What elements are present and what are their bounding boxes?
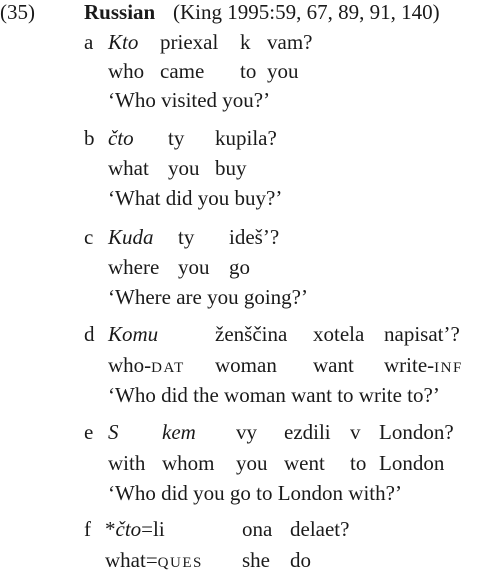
gloss-word: where (108, 255, 160, 279)
gloss-word: with (108, 451, 146, 475)
source-word: ty (168, 126, 185, 150)
gloss-word: want (313, 353, 354, 377)
free-translation: ‘Who visited you?’ (108, 88, 271, 112)
free-translation: ‘Who did the woman want to write to?’ (108, 383, 440, 407)
free-translation: ‘Who did you go to London with?’ (108, 481, 402, 505)
source-word: S (108, 420, 119, 444)
source-word: delaet? (290, 517, 350, 541)
example-number: (35) (0, 0, 35, 24)
source-word: ženščina (215, 322, 288, 346)
source-word: ona (242, 517, 273, 541)
source-word: v (350, 420, 361, 444)
language-name: Russian (84, 0, 156, 24)
gloss-word: woman (215, 353, 277, 377)
ungrammatical-star: * (105, 517, 116, 541)
citation: (King 1995:59, 67, 89, 91, 140) (173, 0, 440, 24)
source-word: napisat’? (384, 322, 460, 346)
gloss-word: you (236, 451, 268, 475)
gloss-word: whom (162, 451, 215, 475)
item-letter: b (84, 126, 95, 150)
item-letter: c (84, 225, 94, 249)
source-word: Kuda (108, 225, 154, 249)
gloss-word: came (160, 59, 205, 83)
gloss-word: who-DAT (108, 353, 185, 377)
item-letter: e (84, 420, 94, 444)
source-word: vam? (267, 30, 313, 54)
source-word: London? (379, 420, 454, 444)
free-translation: ‘What did you buy?’ (108, 186, 283, 210)
source-word: kupila? (215, 126, 277, 150)
source-word: kem (162, 420, 196, 444)
item-letter: f (84, 517, 91, 541)
gloss-word: you (267, 59, 299, 83)
gloss-word: what=QUES (105, 548, 203, 572)
source-word: *čto=li (105, 517, 165, 541)
gloss-word: you (178, 255, 210, 279)
gloss-word: went (284, 451, 325, 475)
gloss-word: you (168, 156, 200, 180)
source-word: ideš’? (229, 225, 280, 249)
gloss-word: who (108, 59, 145, 83)
gloss-word: London (379, 451, 445, 475)
source-word: Kto (108, 30, 139, 54)
source-word: k (240, 30, 251, 54)
gloss-word: she (242, 548, 270, 572)
source-word: ezdili (284, 420, 331, 444)
source-word: čto (108, 126, 134, 150)
source-word: vy (236, 420, 257, 444)
item-letter: a (84, 30, 94, 54)
gloss-word: buy (215, 156, 247, 180)
free-translation: ‘Where are you going?’ (108, 285, 308, 309)
gloss-word: to (350, 451, 367, 475)
source-word: xotela (313, 322, 365, 346)
item-letter: d (84, 322, 95, 346)
gloss-word: to (240, 59, 257, 83)
gloss-word: do (290, 548, 311, 572)
source-word: priexal (160, 30, 219, 54)
source-word: ty (178, 225, 195, 249)
gloss-word: go (229, 255, 250, 279)
source-word: Komu (108, 322, 159, 346)
gloss-word: write-INF (384, 353, 463, 377)
gloss-word: what (108, 156, 149, 180)
